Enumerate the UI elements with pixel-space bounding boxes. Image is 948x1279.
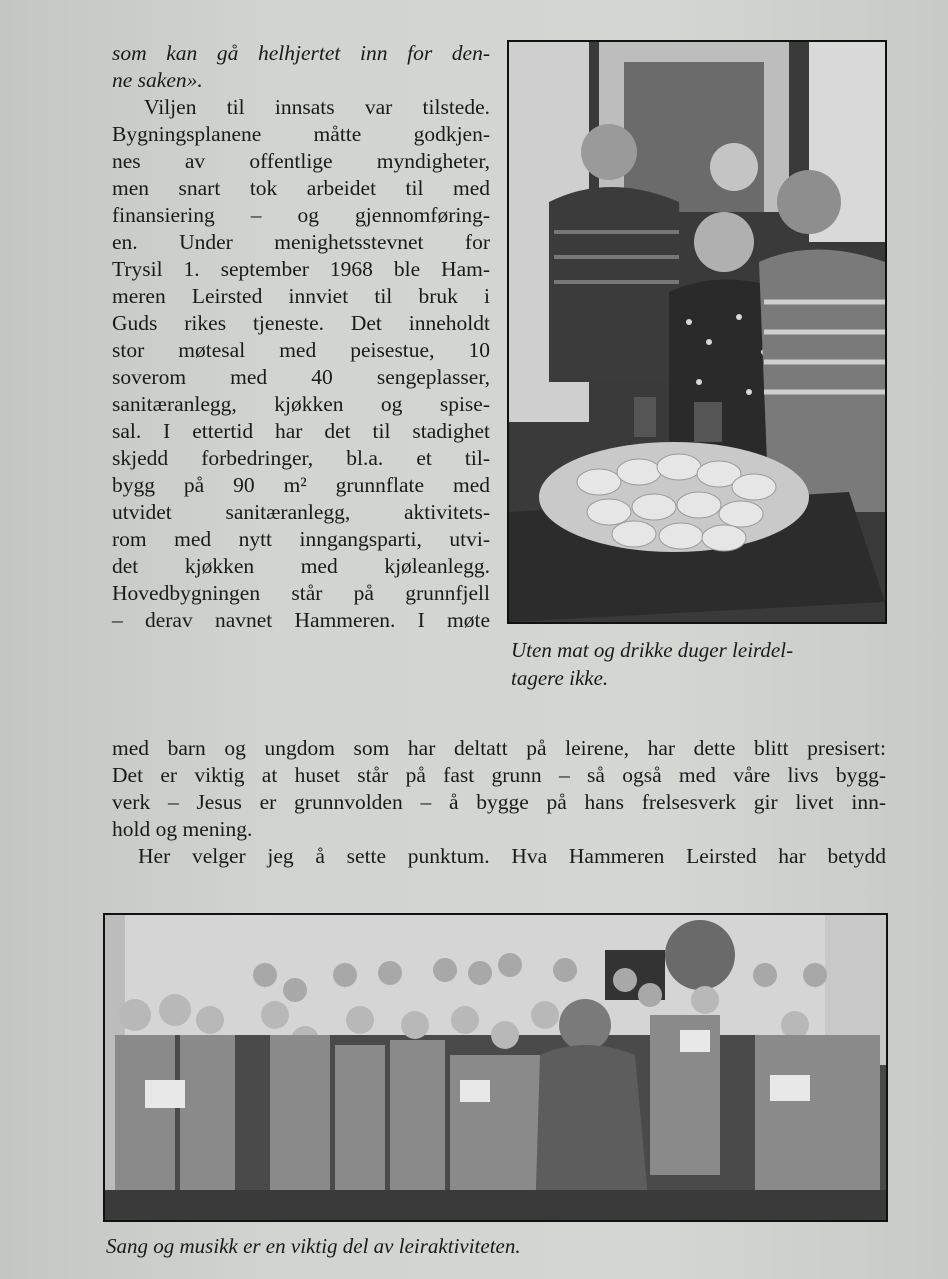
text-line: det kjøkken med kjøleanlegg.	[112, 554, 490, 578]
text-line: rom med nytt inngangsparti, utvi-	[112, 527, 490, 551]
photo-food-serving-illustration	[509, 42, 885, 622]
text-line: Hovedbygningen står på grunnfjell	[112, 581, 490, 605]
text-line: men snart tok arbeidet til med	[112, 176, 490, 200]
photo-caption-choir: Sang og musikk er en viktig del av leiraktiviteten.	[106, 1234, 521, 1258]
text-line: utvidet sanitæranlegg, aktivitets-	[112, 500, 490, 524]
text-line: sal. I ettertid har det til stadighet	[112, 419, 490, 443]
caption-line: Uten mat og drikke duger leirdel-	[511, 638, 794, 662]
photo-choir-illustration	[105, 915, 886, 1220]
text-line: Trysil 1. september 1968 ble Ham-	[112, 257, 490, 281]
text-line: hold og mening.	[112, 817, 253, 841]
photo-caption-food	[511, 636, 883, 692]
text-line: – derav navnet Hammeren. I møte	[112, 608, 490, 632]
text-line: Det er viktig at huset står på fast grunn – så også med våre livs bygg-	[112, 763, 886, 787]
text-line: soverom med 40 sengeplasser,	[112, 365, 490, 389]
text-line: Her velger jeg å sette punktum. Hva Hammeren Leirsted har betydd	[138, 844, 886, 868]
text-line: Bygningsplanene måtte godkjen-	[112, 122, 490, 146]
text-line: som kan gå helhjertet inn for den-	[112, 41, 490, 65]
text-line: Guds rikes tjeneste. Det inneholdt	[112, 311, 490, 335]
text-line: verk – Jesus er grunnvolden – å bygge på hans frelsesverk gir livet inn-	[112, 790, 886, 814]
text-column	[112, 40, 490, 634]
text-line: Viljen til innsats var tilstede.	[144, 95, 490, 119]
text-line: stor møtesal med peisestue, 10	[112, 338, 490, 362]
text-line: nes av offentlige myndigheter,	[112, 149, 490, 173]
text-line: meren Leirsted innviet til bruk i	[112, 284, 490, 308]
text-line: en. Under menighetsstevnet for	[112, 230, 490, 254]
photo-food-serving	[507, 40, 887, 624]
full-width-text	[112, 735, 886, 870]
caption-line: tagere ikke.	[511, 666, 609, 690]
text-line: ne saken».	[112, 68, 203, 92]
text-line: finansiering – og gjennomføring-	[112, 203, 490, 227]
photo-choir	[103, 913, 888, 1222]
text-line: skjedd forbedringer, bl.a. et til-	[112, 446, 490, 470]
text-line: sanitæranlegg, kjøkken og spise-	[112, 392, 490, 416]
text-line: med barn og ungdom som har deltatt på leirene, har dette blitt presisert:	[112, 736, 886, 760]
text-line: bygg på 90 m² grunnflate med	[112, 473, 490, 497]
